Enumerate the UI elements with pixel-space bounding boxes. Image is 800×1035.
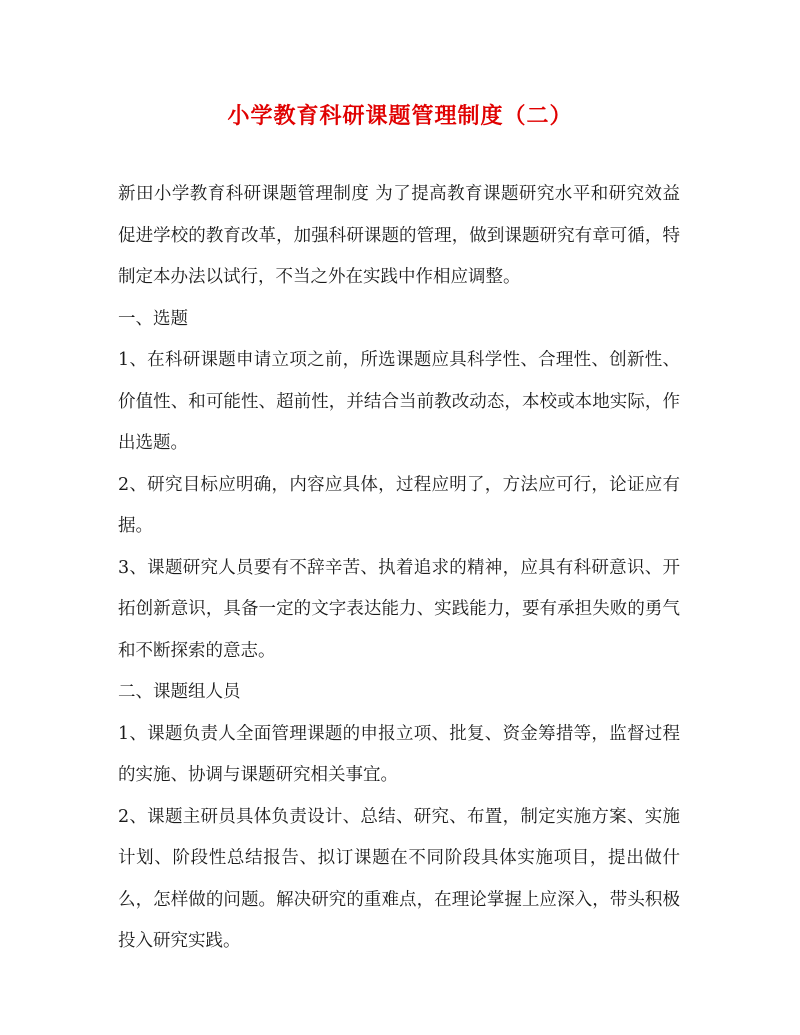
document-body [118, 174, 680, 963]
section-heading-team-members: 二、课题组人员 [118, 682, 241, 702]
intro-paragraph: 新田小学教育科研课题管理制度 为了提高教育课题研究水平和研究效益促进学校的教育改革，加强科研课题的管理，做到课题研究有章可循，特制定本办法以试行，不当之外在实践中作相应调整。 [118, 184, 680, 287]
section-heading-topic-selection: 一、选题 [118, 308, 188, 329]
body-paragraph: 1、在科研课题申请立项之前，所选课题应具科学性、合理性、创新性、价值性、和可能性、超前性，并结合当前教改动态，本校或本地实际，作出选题。 [118, 350, 680, 453]
body-paragraph: 2、课题主研员具体负责设计、总结、研究、布置，制定实施方案、实施计划、阶段性总结报告、拟订课题在不同阶段具体实施项目，提出做什么，怎样做的问题。解决研究的重难点，在理论掌握上应深入，带头积极投入研究实践。 [118, 806, 680, 951]
body-paragraph: 1、课题负责人全面管理课题的申报立项、批复、资金筹措等，监督过程的实施、协调与课题研究相关事宜。 [118, 723, 680, 785]
document-title: 小学教育科研课题管理制度（二） [227, 103, 573, 129]
body-paragraph: 3、课题研究人员要有不辞辛苦、执着追求的精神，应具有科研意识、开拓创新意识，具备一定的文字表达能力、实践能力，要有承担失败的勇气和不断探索的意志。 [118, 557, 680, 661]
body-paragraph: 2、研究目标应明确，内容应具体，过程应明了，方法应可行，论证应有据。 [118, 474, 680, 536]
